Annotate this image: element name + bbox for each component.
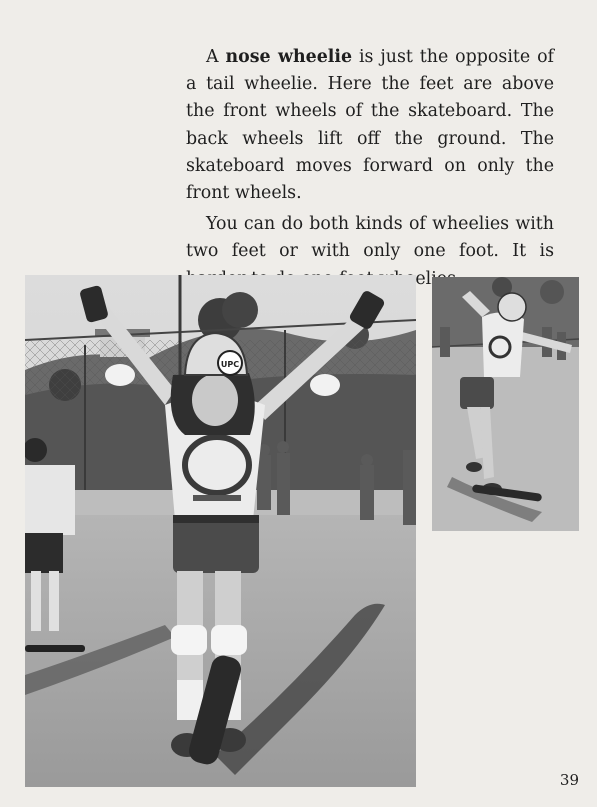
helmet-lettering: UPC: [220, 360, 240, 369]
photo-right-illustration: [432, 277, 579, 531]
body-text: [186, 44, 554, 293]
photo-nose-wheelie-one-foot: [432, 277, 579, 531]
paragraph-rest: is just the opposite of a tail wheelie. Here the feet are above the front wheels of the skateboard. The back wheels lift off the ground. The skateboard moves forward on only the front wheels.: [186, 47, 554, 204]
photo-nose-wheelie-two-feet: [25, 275, 416, 787]
term-nose-wheelie: nose wheelie: [225, 47, 353, 67]
page-number: 39: [559, 771, 579, 789]
photo-left-illustration: [25, 275, 416, 787]
paragraph-lead-in: A: [206, 47, 226, 67]
paragraph-wheelie-kinds: You can do both kinds of wheelies with two feet or with only one foot. It is wheelies.: [186, 214, 554, 289]
paragraph-nose-wheelie: [186, 44, 554, 207]
